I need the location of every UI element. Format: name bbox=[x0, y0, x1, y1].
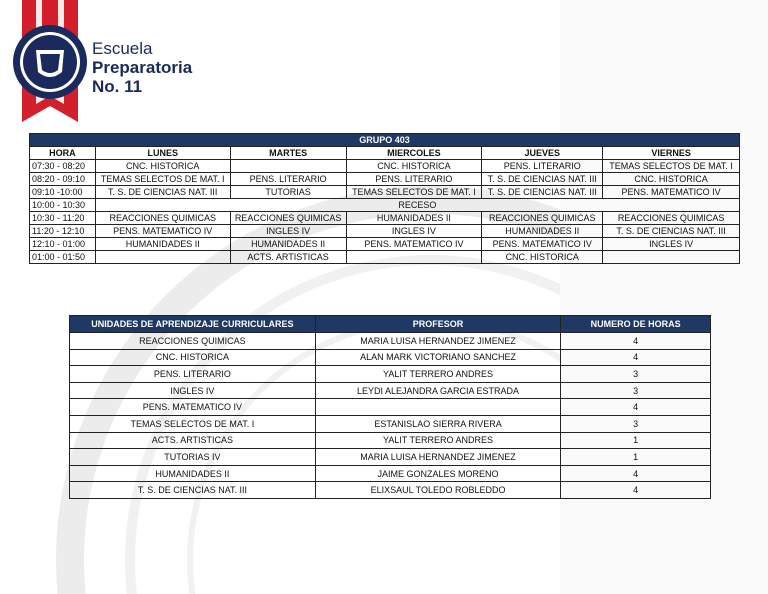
table-row bbox=[70, 382, 711, 399]
time-cell: 12:10 - 01:00 bbox=[30, 238, 96, 251]
unit-cell: T. S. DE CIENCIAS NAT. III bbox=[70, 482, 316, 499]
col-header-profesor: PROFESOR bbox=[315, 316, 561, 333]
time-cell: 07:30 - 08:20 bbox=[30, 160, 96, 173]
teacher-cell: YALIT TERRERO ANDRES bbox=[315, 366, 561, 383]
teacher-cell: MARIA LUISA HERNANDEZ JIMENEZ bbox=[315, 333, 561, 350]
class-cell: ACTS. ARTISTICAS bbox=[230, 251, 346, 264]
col-header-hora: HORA bbox=[30, 147, 96, 160]
col-header-unidades: UNIDADES DE APRENDIZAJE CURRICULARES bbox=[70, 316, 316, 333]
hours-cell: 1 bbox=[561, 449, 711, 466]
col-header-lunes: LUNES bbox=[95, 147, 230, 160]
class-cell: T. S. DE CIENCIAS NAT. III bbox=[95, 186, 230, 199]
class-cell: HUMANIDADES II bbox=[346, 212, 482, 225]
class-cell: TEMAS SELECTOS DE MAT. I bbox=[603, 160, 740, 173]
class-cell: PENS. LITERARIO bbox=[346, 173, 482, 186]
class-cell: PENS. LITERARIO bbox=[482, 160, 603, 173]
table-row bbox=[30, 251, 740, 264]
time-cell: 10:30 - 11:20 bbox=[30, 212, 96, 225]
hours-cell: 4 bbox=[561, 465, 711, 482]
hours-cell: 4 bbox=[561, 349, 711, 366]
col-header-horas: NUMERO DE HORAS bbox=[561, 316, 711, 333]
unit-cell: ACTS. ARTISTICAS bbox=[70, 432, 316, 449]
class-cell: CNC. HISTORICA bbox=[95, 160, 230, 173]
hours-cell: 4 bbox=[561, 333, 711, 350]
table-row bbox=[70, 415, 711, 432]
university-seal-icon bbox=[12, 24, 88, 100]
class-cell: REACCIONES QUIMICAS bbox=[482, 212, 603, 225]
class-cell bbox=[346, 251, 482, 264]
class-cell: PENS. MATEMATICO IV bbox=[482, 238, 603, 251]
table-row bbox=[30, 225, 740, 238]
recess-label: RECESO bbox=[95, 199, 739, 212]
class-cell: REACCIONES QUIMICAS bbox=[230, 212, 346, 225]
teacher-cell: ELIXSAUL TOLEDO ROBLEDDO bbox=[315, 482, 561, 499]
class-cell: CNC. HISTORICA bbox=[482, 251, 603, 264]
table-row bbox=[30, 212, 740, 225]
class-cell: HUMANIDADES II bbox=[95, 238, 230, 251]
class-cell: REACCIONES QUIMICAS bbox=[95, 212, 230, 225]
unit-cell: TUTORIAS IV bbox=[70, 449, 316, 466]
teacher-cell: ALAN MARK VICTORIANO SANCHEZ bbox=[315, 349, 561, 366]
class-cell: TUTORIAS bbox=[230, 186, 346, 199]
table-row bbox=[30, 173, 740, 186]
class-cell: PENS. MATEMATICO IV bbox=[603, 186, 740, 199]
class-cell: T. S. DE CIENCIAS NAT. III bbox=[482, 186, 603, 199]
time-cell: 01:00 - 01:50 bbox=[30, 251, 96, 264]
class-cell: INGLES IV bbox=[230, 225, 346, 238]
table-row bbox=[70, 333, 711, 350]
table-row bbox=[70, 465, 711, 482]
class-cell: HUMANIDADES II bbox=[230, 238, 346, 251]
unit-cell: PENS. LITERARIO bbox=[70, 366, 316, 383]
school-name bbox=[92, 40, 192, 95]
class-cell: TEMAS SELECTOS DE MAT. I bbox=[346, 186, 482, 199]
table-row bbox=[70, 349, 711, 366]
unit-cell: INGLES IV bbox=[70, 382, 316, 399]
class-cell bbox=[95, 251, 230, 264]
unit-cell: HUMANIDADES II bbox=[70, 465, 316, 482]
teacher-cell: MARIA LUISA HERNANDEZ JIMENEZ bbox=[315, 449, 561, 466]
time-cell: 08:20 - 09:10 bbox=[30, 173, 96, 186]
class-cell: PENS. LITERARIO bbox=[230, 173, 346, 186]
table-row bbox=[30, 238, 740, 251]
table-row bbox=[30, 186, 740, 199]
teacher-cell: ESTANISLAO SIERRA RIVERA bbox=[315, 415, 561, 432]
school-name-line3: No. 11 bbox=[92, 77, 143, 96]
schedule-table bbox=[29, 133, 740, 264]
time-cell: 11:20 - 12:10 bbox=[30, 225, 96, 238]
col-header-jueves: JUEVES bbox=[482, 147, 603, 160]
time-cell: 10:00 - 10:30 bbox=[30, 199, 96, 212]
class-cell: TEMAS SELECTOS DE MAT. I bbox=[95, 173, 230, 186]
school-name-line2: Preparatoria bbox=[92, 58, 193, 77]
col-header-viernes: VIERNES bbox=[603, 147, 740, 160]
class-cell: REACCIONES QUIMICAS bbox=[603, 212, 740, 225]
teacher-cell: LEYDI ALEJANDRA GARCIA ESTRADA bbox=[315, 382, 561, 399]
table-row bbox=[70, 449, 711, 466]
class-cell: HUMANIDADES II bbox=[482, 225, 603, 238]
school-name-line1: Escuela bbox=[92, 39, 153, 58]
hours-cell: 3 bbox=[561, 366, 711, 383]
group-title: GRUPO 403 bbox=[30, 134, 740, 147]
table-row bbox=[70, 399, 711, 416]
units-table bbox=[69, 315, 711, 499]
unit-cell: REACCIONES QUIMICAS bbox=[70, 333, 316, 350]
table-row bbox=[70, 432, 711, 449]
class-cell: INGLES IV bbox=[346, 225, 482, 238]
table-row bbox=[70, 366, 711, 383]
class-cell: PENS. MATEMATICO IV bbox=[95, 225, 230, 238]
class-cell bbox=[603, 251, 740, 264]
recess-row bbox=[30, 199, 740, 212]
hours-cell: 1 bbox=[561, 432, 711, 449]
table-row bbox=[30, 160, 740, 173]
teacher-cell bbox=[315, 399, 561, 416]
hours-cell: 3 bbox=[561, 415, 711, 432]
unit-cell: TEMAS SELECTOS DE MAT. I bbox=[70, 415, 316, 432]
col-header-martes: MARTES bbox=[230, 147, 346, 160]
hours-cell: 4 bbox=[561, 399, 711, 416]
teacher-cell: JAIME GONZALES MORENO bbox=[315, 465, 561, 482]
unit-cell: CNC. HISTORICA bbox=[70, 349, 316, 366]
unit-cell: PENS. MATEMATICO IV bbox=[70, 399, 316, 416]
time-cell: 09:10 -10:00 bbox=[30, 186, 96, 199]
table-row bbox=[70, 482, 711, 499]
teacher-cell: YALIT TERRERO ANDRES bbox=[315, 432, 561, 449]
class-cell: PENS. MATEMATICO IV bbox=[346, 238, 482, 251]
class-cell bbox=[230, 160, 346, 173]
hours-cell: 3 bbox=[561, 382, 711, 399]
class-cell: INGLES IV bbox=[603, 238, 740, 251]
class-cell: T. S. DE CIENCIAS NAT. III bbox=[603, 225, 740, 238]
class-cell: CNC. HISTORICA bbox=[346, 160, 482, 173]
class-cell: CNC. HISTORICA bbox=[603, 173, 740, 186]
hours-cell: 4 bbox=[561, 482, 711, 499]
col-header-miercoles: MIERCOLES bbox=[346, 147, 482, 160]
class-cell: T. S. DE CIENCIAS NAT. III bbox=[482, 173, 603, 186]
